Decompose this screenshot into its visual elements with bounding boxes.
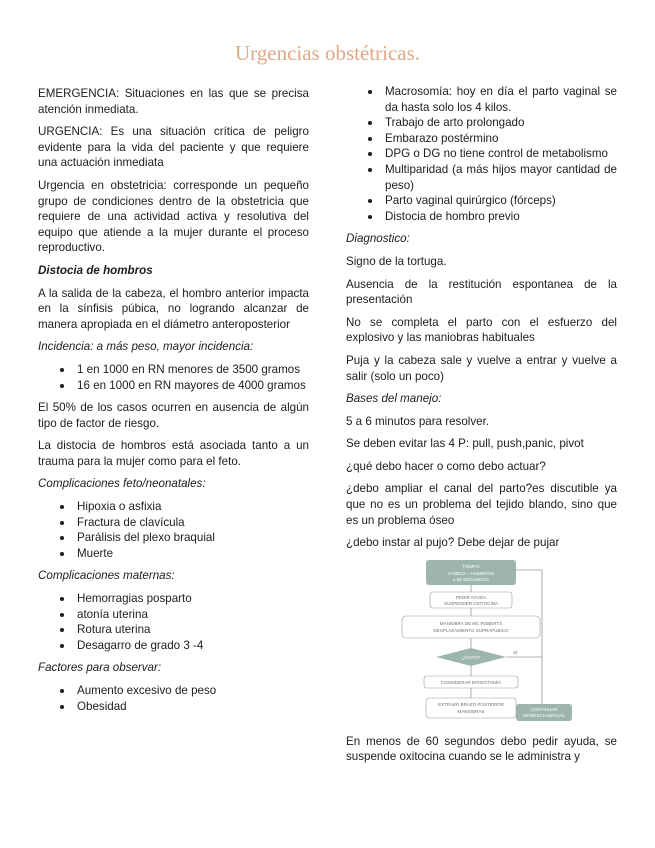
flow-si-label: SÍ: [513, 649, 518, 655]
list-item: 1 en 1000 en RN menores de 3500 gramos: [77, 362, 309, 378]
paragraph-no-completa: No se completa el parto con el esfuerzo del explosivo y las maniobras habituales: [346, 315, 617, 345]
paragraph-puja: Puja y la cabeza sale y vuelve a entrar y vuelve a salir (solo un poco): [346, 353, 617, 383]
paragraph-salida-cabeza: A la salida de la cabeza, el hombro anterior impacta en la sínfisis púbica, no logrando alcanzar de manera apropiada en el diámetro anteroposterior: [38, 286, 309, 331]
heading-bases-manejo: Bases del manejo:: [346, 392, 442, 406]
flow-diamond-label: ¿ÉXITO?: [461, 654, 481, 660]
flow-box-tiempo-label: TIEMPO: [462, 563, 480, 569]
list-factores-continuacion: [346, 84, 617, 224]
flow-box-pedir-ayuda-sub: SUSPENDER OXITOCINA: [444, 600, 498, 606]
list-item: Multiparidad (a más hijos mayor cantidad de peso): [385, 162, 617, 192]
heading-complicaciones-feto: Complicaciones feto/neonatales:: [38, 477, 206, 491]
heading-factores: Factores para observar:: [38, 661, 162, 675]
list-item: Muerte: [77, 546, 309, 562]
paragraph-emergencia: EMERGENCIA: Situaciones en las que se precisa atención inmediata.: [38, 87, 309, 116]
flowchart-svg: [346, 558, 617, 728]
flow-box-mcroberts-sub: DESPLAZAMIENTO SUPRAPÚBICO: [433, 627, 509, 633]
list-item: 16 en 1000 en RN mayores de 4000 gramos: [77, 378, 309, 394]
management-flowchart: [346, 558, 617, 728]
flow-box-continuar-sub: MANEJO HABITUAL: [522, 712, 566, 718]
paragraph-60-segundos: En menos de 60 segundos debo pedir ayuda, se suspende oxitocina cuando se le administra y: [346, 734, 617, 764]
page-title: Urgencias obstétricas.: [234, 41, 421, 65]
paragraph-urgencia-obstetricia: Urgencia en obstetricia: corresponde un pequeño grupo de condiciones dentro de la obstetricia que requiere de una actividad activa y resolutiva del equipo que atiende a la mujer durante el proceso reproductivo.: [38, 178, 309, 255]
flow-box-continuar-label: CONTINUAR: [530, 706, 558, 712]
list-item: Aumento excesivo de peso: [77, 683, 309, 699]
list-item: Embarazo postérmino: [385, 131, 617, 147]
list-item: Parto vaginal quirúrgico (fórceps): [385, 193, 617, 209]
paragraph-urgencia: URGENCIA: Es una situación crítica de peligro evidente para la vida del paciente y que requiere una actuación inmediata: [38, 125, 309, 170]
list-item: DPG o DG no tiene control de metabolismo: [385, 146, 617, 162]
list-item: Macrosomía: hoy en día el parto vaginal se da hasta solo los 4 kilos.: [385, 85, 617, 114]
paragraph-ampliar: ¿debo ampliar el canal del parto?es discutible ya que no es un problema del tejido blando, sino que es un problema óseo: [346, 482, 617, 527]
right-column: [346, 84, 617, 772]
list-factores: [38, 683, 309, 714]
heading-incidencia: Incidencia: a más peso, mayor incidencia:: [38, 340, 254, 354]
list-item: Desagarro de grado 3 -4: [77, 638, 309, 654]
list-item: Parálisis del plexo braquial: [77, 530, 309, 546]
flow-box-tiempo-sub2: ≤ 60 SEGUNDOS: [453, 576, 489, 582]
flow-box-brazo-label: EXTRAER BRAZO POSTERIOR: [438, 701, 504, 707]
paragraph-evitar: Se deben evitar las 4 P: pull, push,panic, pivot: [346, 437, 584, 451]
left-column: [38, 86, 309, 721]
paragraph-50-percent: El 50% de los casos ocurren en ausencia de algún tipo de factor de riesgo.: [38, 401, 309, 430]
paragraph-que-hacer: ¿qué debo hacer o como debo actuar?: [346, 459, 546, 473]
paragraph-tortuga: Signo de la tortuga.: [346, 254, 447, 268]
paragraph-minutos: 5 a 6 minutos para resolver.: [346, 414, 490, 428]
list-item: Hemorragias posparto: [77, 591, 309, 607]
list-item: Distocia de hombro previo: [385, 209, 617, 225]
list-incidencia: [38, 362, 309, 393]
paragraph-pujo: ¿debo instar al pujo? Debe dejar de pujar: [346, 536, 560, 550]
flow-box-mcroberts-label: MANIOBRA DE MC ROBERTS: [439, 620, 503, 626]
flow-box-episiotomia-label: CONSIDERAR EPISIOTOMÍA: [440, 679, 502, 685]
flow-box-tiempo-sub: CABEZA – HOMBROS: [447, 570, 495, 576]
heading-distocia: Distocia de hombros: [38, 263, 153, 277]
list-complicaciones-feto: [38, 499, 309, 561]
paragraph-ausencia: Ausencia de la restitución espontanea de la presentación: [346, 277, 617, 307]
list-item: Rotura uterina: [77, 622, 309, 638]
flow-box-mcroberts: [402, 616, 540, 638]
list-complicaciones-maternas: [38, 591, 309, 653]
flow-box-brazo-posterior: [426, 698, 516, 718]
flow-box-brazo-sub: MANIOBRAS: [457, 708, 485, 714]
list-item: Hipoxia o asfixia: [77, 499, 309, 515]
list-item: Trabajo de arto prolongado: [385, 115, 617, 131]
list-item: Fractura de clavícula: [77, 515, 309, 531]
paragraph-asociada: La distocia de hombros está asociada tanto a un trauma para la mujer como para el feto.: [38, 439, 309, 468]
list-item: atonía uterina: [77, 607, 309, 623]
flow-box-pedir-ayuda-label: PEDIR AYUDA: [456, 594, 486, 600]
list-item: Obesidad: [77, 699, 309, 715]
heading-complicaciones-maternas: Complicaciones maternas:: [38, 569, 175, 583]
heading-diagnostico: Diagnostico:: [346, 232, 410, 246]
